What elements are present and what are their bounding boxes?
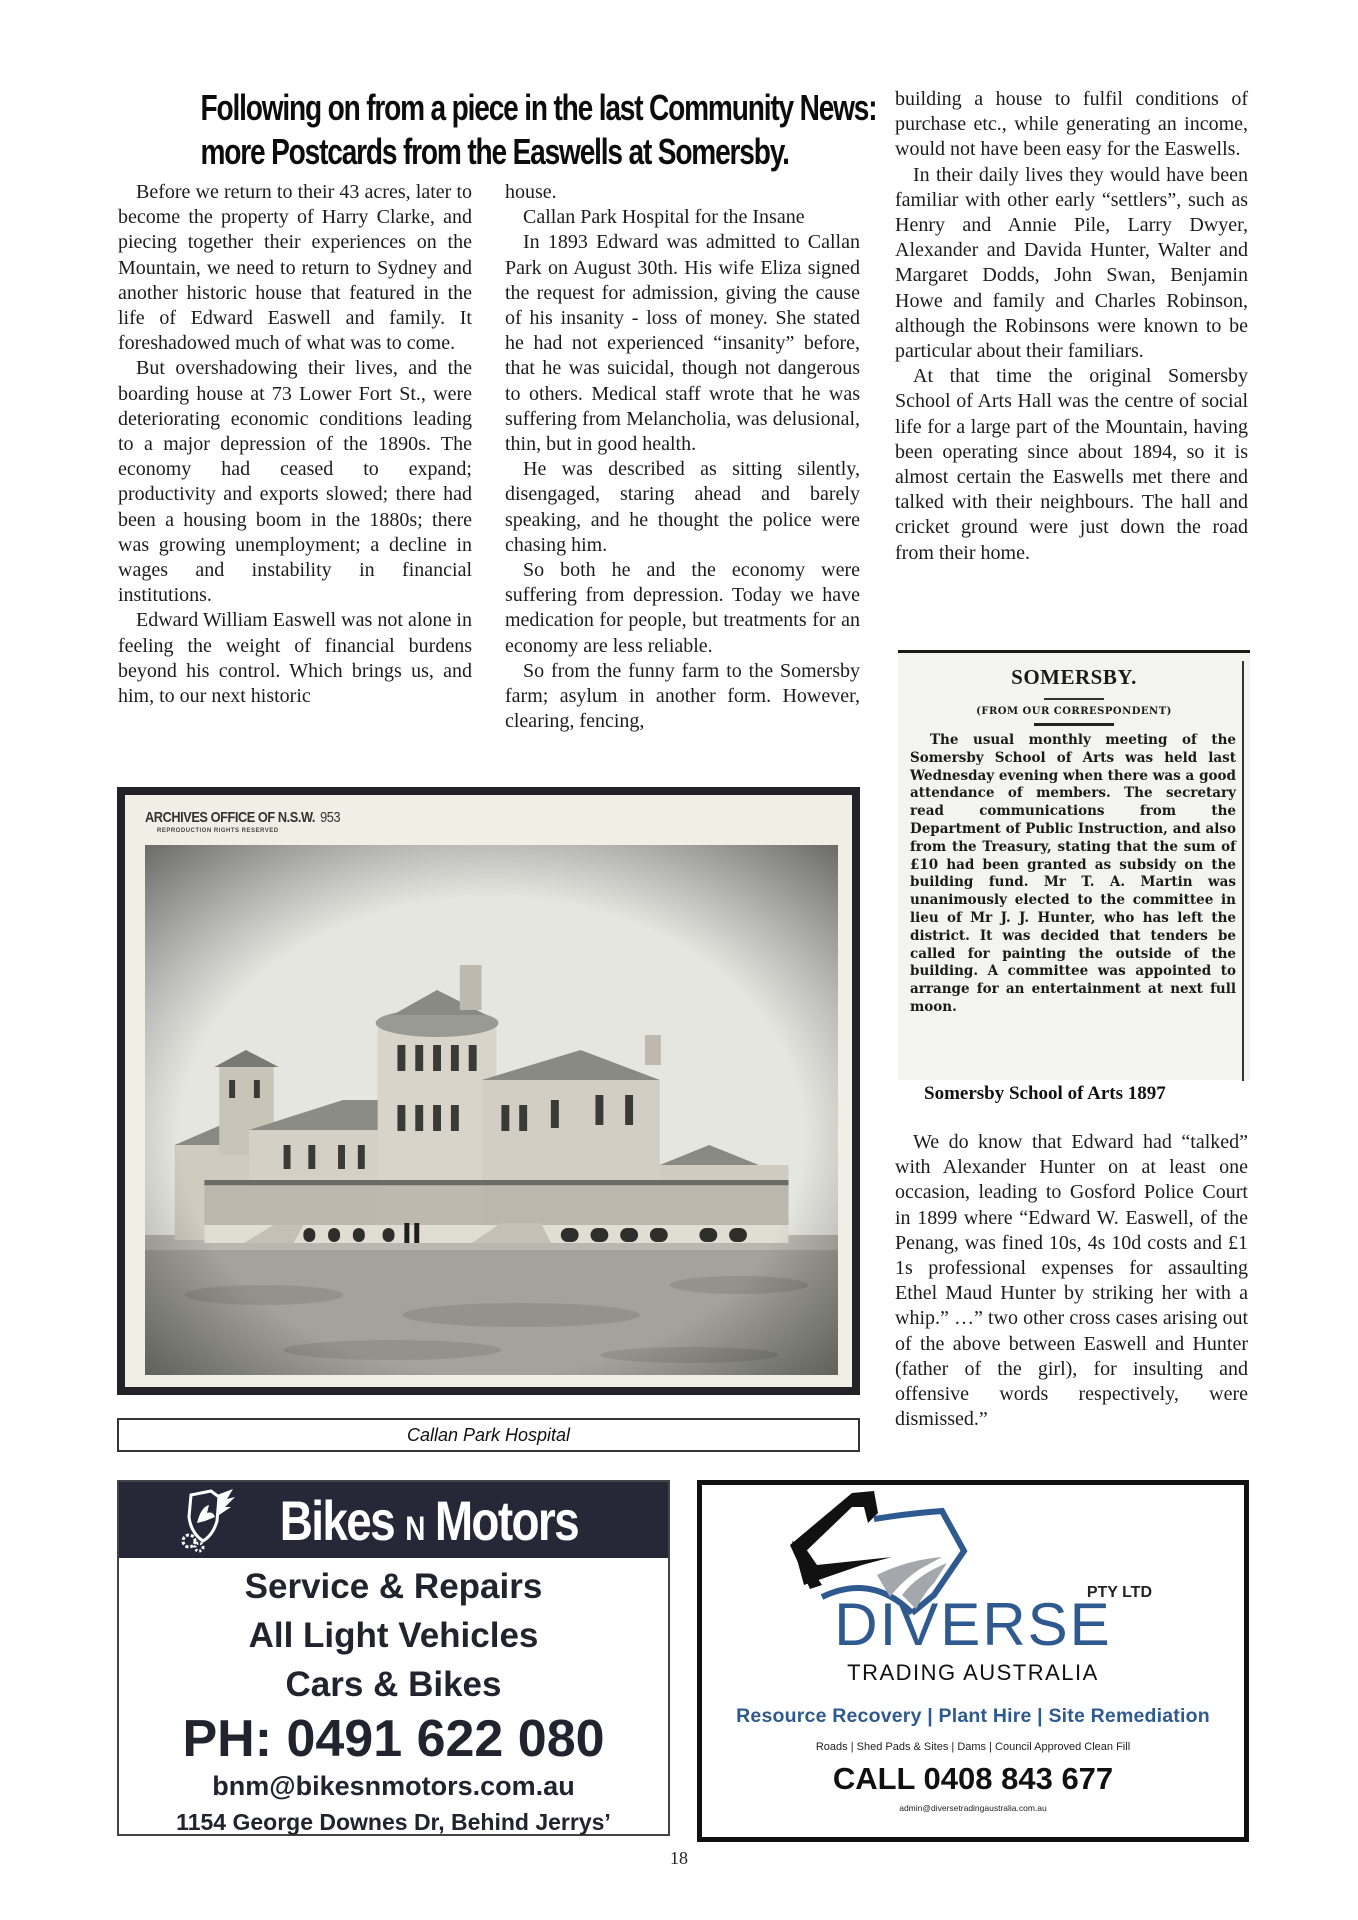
bikes-n-motors-ad (117, 1480, 670, 1836)
article-column-3-continued (895, 1130, 1248, 1432)
paragraph: He was described as sitting silently, disengaged, staring ahead and barely speaking, and he thought the police were chasing him. (505, 458, 860, 556)
headline-line-2: more Postcards from the Easwells at Somersby. (200, 131, 789, 172)
ad-phone-number: PH: 0491 622 080 (182, 1710, 605, 1768)
section-subheading: Callan Park Hospital for the Insane (523, 206, 805, 229)
paragraph: So from the funny farm to the Somersby farm; asylum in another form. However, clearing, fencing, (505, 659, 860, 733)
ad-service-line: Service & Repairs (244, 1567, 543, 1606)
paragraph: But overshadowing their lives, and the boarding house at 73 Lower Fort St., were deteriorating economic conditions leading to a major depression of the 1890s. The economy had ceased to expand; productivity and exports slowed; there had been a housing boom in the 1880s; there was growing unemployment; a decline in wages and instability in financial institutions. (118, 357, 472, 607)
archive-stamp (145, 809, 340, 826)
ad-cars-bikes-line: Cars & Bikes (285, 1665, 502, 1704)
paragraph: So both he and the economy were suffering from depression. Today we have medication for people, but treatments for an economy are less reliable. (505, 559, 860, 657)
ad-email: bnm@bikesnmotors.com.au (212, 1771, 575, 1801)
paragraph: At that time the original Somersby School of Arts Hall was the centre of social life for a large part of the Mountain, having been operating since about 1894, so it is almost certain the Easwells met there and talked with their neighbours. The hall and cricket ground were just down the road from their home. (895, 365, 1248, 564)
clipping-divider (1044, 698, 1104, 700)
diverse-brand: DIVERSE (834, 1591, 1112, 1658)
paragraph: In their daily lives they would have been familiar with other early “settlers”, such as Henry and Annie Pile, Larry Dwyer, Alexander and Davida Hunter, Walter and Margaret Dodds, John Swan, Benjamin Howe and family and Charles Robinson, although the Robinsons were known to be particular about their familiars. (895, 163, 1248, 363)
ad-address: 1154 George Downes Dr, Behind Jerrys’ (176, 1809, 611, 1835)
clipping-caption: Somersby School of Arts 1897 (924, 1083, 1166, 1104)
archive-label: ARCHIVES OFFICE OF N.S.W. (145, 809, 316, 826)
building-illustration (145, 845, 838, 1375)
article-column-3 (895, 87, 1248, 566)
paragraph: In 1893 Edward was admitted to Callan Park on August 30th. His wife Eliza signed the request for admission, giving the cause of his insanity - loss of money. She stated he had not experienced “insanity” before, that he was suicidal, though not dangerous to others. Medical staff wrote that he was suffering from Melancholia, was delusional, thin, but in good health. (505, 231, 860, 456)
archive-number: 953 (320, 809, 341, 826)
headline-line-1: Following on from a piece in the last Community News: (200, 87, 877, 128)
clipping-title: SOMERSBY. (1011, 665, 1137, 689)
diverse-phone: CALL 0408 843 677 (832, 1761, 1114, 1796)
paragraph: We do know that Edward had “talked” with Alexander Hunter on at least one occasion, leading to Gosford Police Court in 1899 where “Edward W. Easwell, of the Penang, was fined 10s, 4s 10d costs and £1 1s professional expenses for assaulting Ethel Maud Hunter by striking her with a whip.” …” two other cross cases arising out of the above between Easwell and Hunter (father of the girl), for insulting and offensive words respectively, were dismissed.” (895, 1131, 1248, 1431)
archive-rights: REPRODUCTION RIGHTS RESERVED (157, 828, 279, 834)
ad-header (119, 1482, 668, 1558)
ad-vehicles-line: All Light Vehicles (248, 1616, 539, 1655)
diverse-trading-logo (702, 1485, 1244, 1690)
photo-caption: Callan Park Hospital (117, 1418, 860, 1452)
brand-word: Bikes (279, 1488, 394, 1552)
clipping-divider (1034, 723, 1114, 726)
clipping-subtitle: (FROM OUR CORRESPONDENT) (976, 706, 1172, 717)
paragraph-continuation: house. (505, 181, 557, 203)
paragraph: Edward William Easwell was not alone in feeling the weight of financial burdens beyond his control. Which brings us, and him, to our next historic (118, 609, 472, 708)
diverse-services: Roads | Shed Pads & Sites | Dams | Council Approved Clean Fill (815, 1741, 1131, 1753)
clipping-body: The usual monthly meeting of the Somersby School of Arts was held last Wednesday evening when there was a good attendance of members. The secretary read communications from the Department of Public Instruction, and also from the Treasury, stating that the sum of £10 had been granted as subsidy on the building fund. Mr T. A. Martin was unanimously elected to the committee in lieu of Mr J. J. Hunter, who has left the district. It was decided that tenders be called for painting the outside of the building. A committee was appointed to arrange for an entertainment at next full moon. (910, 732, 1236, 1015)
newspaper-clipping (898, 650, 1250, 1080)
page-number: 18 (670, 1848, 688, 1868)
brand-word: Motors (434, 1488, 578, 1552)
bikes-n-motors-brand (279, 1488, 577, 1553)
brand-word: N (404, 1509, 424, 1548)
article-headline (200, 86, 877, 174)
paragraph-continuation: building a house to fulfil conditions of purchase etc., while generating an income, would not have been easy for the Easwells. (895, 88, 1248, 161)
excavator-arm-icon (790, 1491, 892, 1589)
photo-print (125, 795, 852, 1387)
article-column-2 (505, 180, 860, 734)
article-column-1 (118, 180, 472, 709)
callan-park-photo (117, 787, 860, 1395)
diverse-subbrand: TRADING AUSTRALIA (847, 1660, 1099, 1685)
diverse-tagline: Resource Recovery | Plant Hire | Site Remediation (736, 1705, 1210, 1727)
hospital-building-image (145, 845, 838, 1375)
paragraph: Before we return to their 43 acres, later to become the property of Harry Clarke, and piecing together their experiences on the Mountain, we need to return to Sydney and another historic house that featured in the life of Edward Easwell and family. It foreshadowed much of what was to come. (118, 181, 472, 355)
pty-ltd-label: PTY LTD (1086, 1584, 1152, 1601)
diverse-email: admin@diversetradingaustralia.com.au (899, 1803, 1047, 1813)
pegasus-gear-logo-icon (177, 1487, 237, 1553)
diverse-trading-ad (697, 1480, 1249, 1842)
